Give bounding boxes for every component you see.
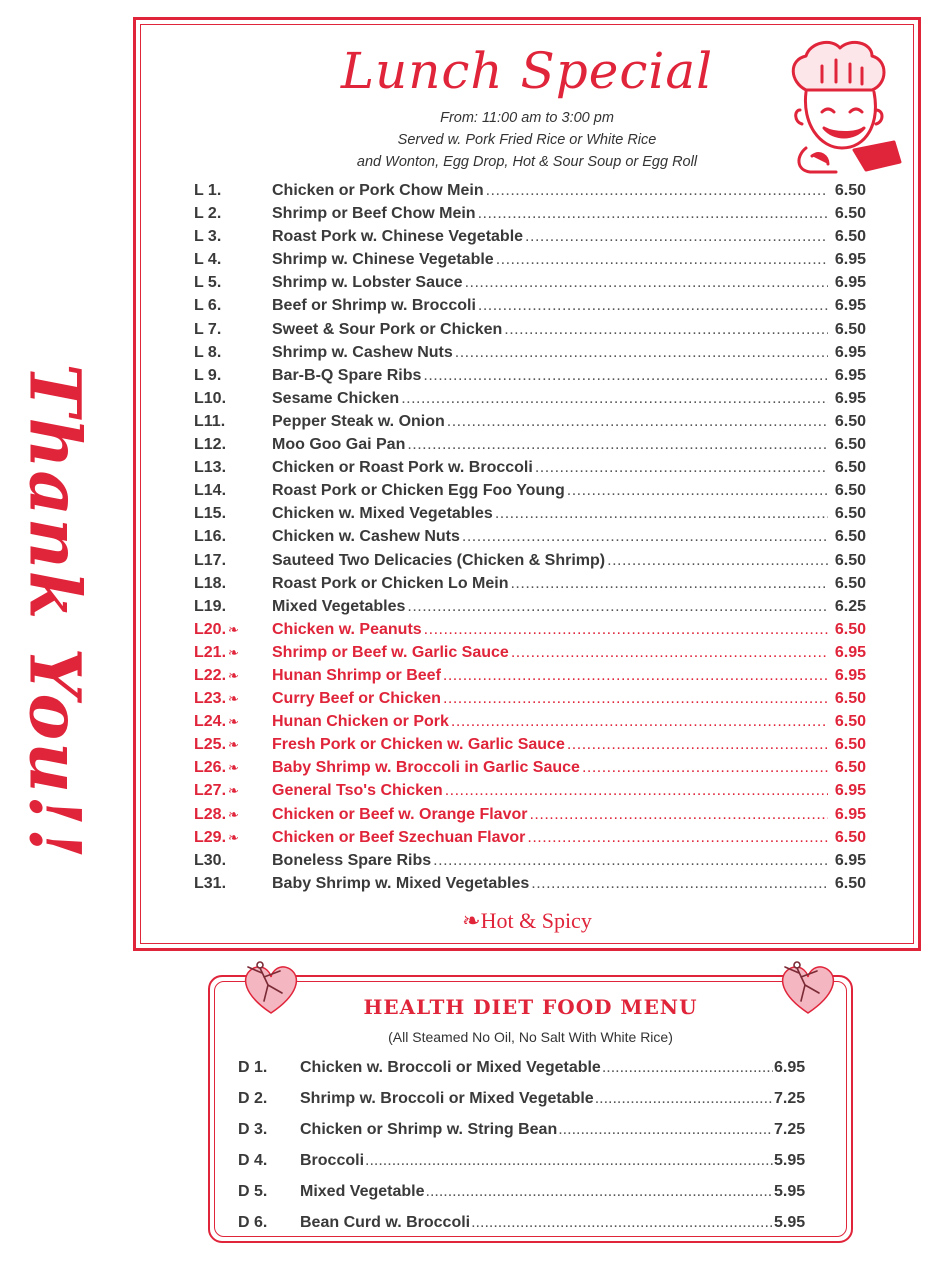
lunch-item-price: 6.50 — [834, 736, 866, 754]
dot-leader — [424, 621, 828, 639]
diet-item-price: 5.95 — [774, 1152, 806, 1169]
lunch-item-price: 6.95 — [834, 297, 866, 315]
diet-item-name: Bean Curd w. Broccoli — [300, 1214, 471, 1231]
lunch-item-price: 6.50 — [834, 228, 866, 246]
lunch-item-name: Chicken or Beef w. Orange Flavor — [272, 805, 528, 823]
lunch-item-name: Pepper Steak w. Onion — [272, 412, 445, 430]
lunch-item-code — [194, 459, 272, 477]
lunch-item-price: 6.95 — [834, 389, 866, 407]
lunch-item-code — [194, 713, 272, 731]
lunch-item-code-text: L 9. — [194, 366, 222, 384]
lunch-item-code-text: L31. — [194, 874, 227, 892]
diet-item-name: Broccoli — [300, 1152, 365, 1169]
chili-pepper-icon: ❧ — [228, 737, 239, 753]
dot-leader — [529, 806, 828, 824]
lunch-item-code — [194, 782, 272, 800]
lunch-item-name: Beef or Shrimp w. Broccoli — [272, 297, 476, 315]
lunch-item-name: Roast Pork or Chicken Lo Mein — [272, 574, 509, 592]
dot-leader — [465, 274, 828, 292]
lunch-item-price: 6.50 — [834, 828, 866, 846]
lunch-item-price: 6.95 — [834, 782, 866, 800]
lunch-item-code-text: L15. — [194, 505, 227, 523]
lunch-menu-item — [194, 806, 866, 829]
lunch-menu-item — [194, 829, 866, 852]
lunch-rice-note: Served w. Pork Fried Rice or White Rice — [397, 132, 657, 148]
lunch-item-name: Chicken w. Peanuts — [272, 620, 422, 638]
lunch-item-code-text: L17. — [194, 551, 227, 569]
dot-leader — [445, 782, 828, 800]
lunch-item-name: Chicken or Roast Pork w. Broccoli — [272, 459, 533, 477]
lunch-menu-item — [194, 736, 866, 759]
dot-leader — [567, 482, 828, 500]
dot-leader — [462, 528, 828, 546]
lunch-item-name: Chicken w. Cashew Nuts — [272, 528, 460, 546]
dot-leader — [471, 1214, 773, 1232]
lunch-item-price: 6.95 — [834, 366, 866, 384]
lunch-item-code-text: L26. — [194, 759, 227, 777]
lunch-item-name: Roast Pork w. Chinese Vegetable — [272, 228, 524, 246]
lunch-item-code — [194, 829, 272, 847]
lunch-menu-item — [194, 321, 866, 344]
lunch-item-code — [194, 644, 272, 662]
lunch-item-code-text: L20. — [194, 620, 227, 638]
dot-leader — [504, 321, 828, 339]
lunch-item-code — [194, 390, 272, 408]
lunch-item-name: Chicken w. Mixed Vegetables — [272, 505, 493, 523]
lunch-item-code — [194, 575, 272, 593]
lunch-item-code-text: L 8. — [194, 343, 222, 361]
lunch-item-price: 6.50 — [834, 320, 866, 338]
lunch-item-name: Mixed Vegetables — [272, 597, 406, 615]
lunch-item-code-text: L25. — [194, 736, 227, 754]
lunch-menu-item — [194, 205, 866, 228]
lunch-item-code — [194, 228, 272, 246]
lunch-item-code-text: L29. — [194, 828, 227, 846]
lunch-soup-note: and Wonton, Egg Drop, Hot & Sour Soup or Egg Roll — [356, 154, 698, 170]
lunch-item-name: Boneless Spare Ribs — [272, 851, 432, 869]
lunch-item-price: 6.50 — [834, 436, 866, 454]
lunch-item-name: Chicken or Beef Szechuan Flavor — [272, 828, 526, 846]
lunch-item-price: 6.50 — [834, 482, 866, 500]
diet-menu-item — [238, 1183, 810, 1214]
thank-you-side-text — [10, 363, 100, 861]
lunch-menu-item — [194, 759, 866, 782]
lunch-item-code-text: L30. — [194, 851, 227, 869]
lunch-menu-item — [194, 690, 866, 713]
lunch-item-code-text: L22. — [194, 666, 227, 684]
lunch-item-name: Roast Pork or Chicken Egg Foo Young — [272, 482, 565, 500]
lunch-item-name: Chicken or Pork Chow Mein — [272, 182, 484, 199]
lunch-item-code-text: L27. — [194, 782, 227, 800]
lunch-menu-item — [194, 782, 866, 805]
lunch-menu-item — [194, 459, 866, 482]
dot-leader — [527, 829, 828, 847]
lunch-item-code-text: L14. — [194, 482, 227, 500]
lunch-item-code — [194, 667, 272, 685]
lunch-menu-item — [194, 297, 866, 320]
lunch-item-code-text: L23. — [194, 690, 227, 708]
lunch-special-section — [133, 17, 921, 951]
lunch-item-code — [194, 413, 272, 431]
diet-item-code: D 1. — [238, 1059, 268, 1076]
lunch-item-code — [194, 528, 272, 546]
lunch-item-name: Baby Shrimp w. Mixed Vegetables — [272, 874, 530, 892]
dot-leader — [423, 367, 828, 385]
lunch-item-code-text: L13. — [194, 459, 227, 477]
lunch-item-name: Sweet & Sour Pork or Chicken — [272, 320, 503, 338]
dot-leader — [511, 644, 828, 662]
lunch-item-code-text: L 6. — [194, 297, 222, 315]
health-diet-section — [208, 975, 853, 1243]
lunch-item-code — [194, 505, 272, 523]
lunch-item-price: 6.50 — [834, 551, 866, 569]
lunch-item-price: 6.50 — [834, 412, 866, 430]
lunch-item-name: Bar-B-Q Spare Ribs — [272, 366, 422, 384]
dot-leader — [447, 413, 828, 431]
lunch-menu-item — [194, 344, 866, 367]
lunch-item-code-text: L 7. — [194, 320, 222, 338]
dot-leader — [535, 459, 828, 477]
lunch-item-code — [194, 436, 272, 454]
hot-spicy-label: Hot & Spicy — [480, 908, 592, 933]
diet-menu-item — [238, 1121, 810, 1152]
lunch-menu-item — [194, 390, 866, 413]
lunch-item-price: 6.50 — [834, 874, 866, 892]
lunch-item-price: 6.50 — [834, 205, 866, 223]
lunch-item-code — [194, 297, 272, 315]
diet-item-price: 7.25 — [774, 1121, 806, 1138]
diet-item-code: D 6. — [238, 1214, 268, 1231]
lunch-menu-item — [194, 251, 866, 274]
lunch-item-price: 6.95 — [834, 343, 866, 361]
diet-item-name: Mixed Vegetable — [300, 1183, 425, 1200]
dot-leader — [495, 505, 828, 523]
lunch-item-code — [194, 251, 272, 269]
hot-spicy-legend — [136, 908, 918, 934]
diet-menu-item — [238, 1090, 810, 1121]
dot-leader — [595, 1090, 773, 1108]
lunch-menu-item — [194, 644, 866, 667]
dot-leader — [451, 713, 828, 731]
lunch-menu-item — [194, 367, 866, 390]
diet-item-name: Chicken w. Broccoli or Mixed Vegetable — [300, 1059, 601, 1076]
diet-item-price: 5.95 — [774, 1214, 806, 1231]
lunch-item-price: 6.95 — [834, 805, 866, 823]
health-diet-title: HEALTH DIET FOOD MENU — [363, 995, 698, 1019]
lunch-item-price: 6.50 — [834, 182, 866, 199]
lunch-item-name: Fresh Pork or Chicken w. Garlic Sauce — [272, 736, 565, 754]
health-diet-menu-list — [238, 1059, 810, 1245]
lunch-menu-list — [194, 182, 866, 898]
lunch-item-name: Baby Shrimp w. Broccoli in Garlic Sauce — [272, 759, 580, 777]
lunch-menu-item — [194, 436, 866, 459]
lunch-item-name: Shrimp or Beef Chow Mein — [272, 205, 476, 223]
lunch-item-price: 6.50 — [834, 505, 866, 523]
chili-pepper-icon: ❧ — [228, 783, 239, 799]
lunch-item-code-text: L18. — [194, 574, 227, 592]
chili-pepper-icon: ❧ — [462, 908, 481, 933]
dot-leader — [478, 205, 828, 223]
lunch-menu-item — [194, 713, 866, 736]
dot-leader — [607, 552, 828, 570]
dot-leader — [531, 875, 828, 893]
dot-leader — [443, 667, 828, 685]
diet-item-name: Shrimp w. Broccoli or Mixed Vegetable — [300, 1090, 594, 1107]
dot-leader — [602, 1059, 773, 1077]
lunch-menu-item — [194, 575, 866, 598]
lunch-item-code — [194, 205, 272, 223]
lunch-item-code-text: L 5. — [194, 274, 222, 292]
lunch-item-code-text: L 4. — [194, 251, 222, 269]
lunch-item-code-text: L 2. — [194, 205, 222, 223]
diet-item-code: D 5. — [238, 1183, 268, 1200]
lunch-menu-item — [194, 182, 866, 205]
lunch-menu-item — [194, 875, 866, 898]
chili-pepper-icon: ❧ — [228, 760, 239, 776]
diet-item-name: Chicken or Shrimp w. String Bean — [300, 1121, 558, 1138]
lunch-item-name: Hunan Chicken or Pork — [272, 713, 449, 731]
lunch-item-price: 6.25 — [834, 597, 866, 615]
diet-item-code: D 4. — [238, 1152, 268, 1169]
lunch-item-price: 6.50 — [834, 574, 866, 592]
lunch-item-code — [194, 759, 272, 777]
lunch-special-title: Lunch Special — [340, 42, 714, 100]
lunch-item-code — [194, 182, 272, 200]
lunch-item-code — [194, 852, 272, 870]
lunch-item-code — [194, 690, 272, 708]
lunch-item-price: 6.50 — [834, 459, 866, 477]
lunch-item-code-text: L24. — [194, 713, 227, 731]
lunch-item-code — [194, 736, 272, 754]
diet-menu-item — [238, 1152, 810, 1183]
lunch-item-code — [194, 806, 272, 824]
dot-leader — [558, 1121, 773, 1139]
lunch-item-code-text: L16. — [194, 528, 227, 546]
lunch-item-code-text: L 1. — [194, 182, 222, 199]
lunch-item-code-text: L 3. — [194, 228, 222, 246]
lunch-hours: From: 11:00 am to 3:00 pm — [440, 110, 614, 126]
dot-leader — [365, 1152, 773, 1170]
lunch-item-code — [194, 875, 272, 893]
lunch-item-code — [194, 598, 272, 616]
lunch-menu-item — [194, 228, 866, 251]
lunch-item-code-text: L10. — [194, 389, 227, 407]
lunch-item-code — [194, 274, 272, 292]
dot-leader — [407, 436, 828, 454]
lunch-item-price: 6.50 — [834, 690, 866, 708]
lunch-item-name: Moo Goo Gai Pan — [272, 436, 406, 454]
lunch-menu-item — [194, 482, 866, 505]
lunch-item-price: 6.50 — [834, 759, 866, 777]
chili-pepper-icon: ❧ — [228, 806, 239, 822]
chili-pepper-icon: ❧ — [228, 644, 239, 660]
lunch-item-code — [194, 552, 272, 570]
lunch-item-price: 6.50 — [834, 713, 866, 731]
lunch-menu-item — [194, 413, 866, 436]
dot-leader — [407, 598, 828, 616]
lunch-item-code-text: L19. — [194, 597, 227, 615]
lunch-menu-item — [194, 598, 866, 621]
lunch-item-price: 6.95 — [834, 643, 866, 661]
lunch-item-name: Shrimp w. Chinese Vegetable — [272, 251, 494, 269]
diet-item-price: 6.95 — [774, 1059, 806, 1076]
dot-leader — [510, 575, 828, 593]
lunch-item-name: Sauteed Two Delicacies (Chicken & Shrimp) — [272, 551, 606, 569]
lunch-item-code — [194, 321, 272, 339]
lunch-item-name: Shrimp w. Cashew Nuts — [272, 343, 453, 361]
dot-leader — [443, 690, 828, 708]
diet-item-price: 7.25 — [774, 1090, 806, 1107]
lunch-item-name: Shrimp w. Lobster Sauce — [272, 274, 463, 292]
lunch-item-price: 6.95 — [834, 666, 866, 684]
health-diet-subtitle: (All Steamed No Oil, No Salt With White Rice) — [388, 1029, 673, 1045]
lunch-item-code-text: L21. — [194, 643, 227, 661]
diet-item-code: D 2. — [238, 1090, 268, 1107]
lunch-item-code — [194, 367, 272, 385]
lunch-item-name: Shrimp or Beef w. Garlic Sauce — [272, 643, 509, 661]
dot-leader — [567, 736, 828, 754]
lunch-menu-item — [194, 852, 866, 875]
lunch-item-code — [194, 344, 272, 362]
dot-leader — [455, 344, 828, 362]
dot-leader — [426, 1183, 774, 1201]
chili-pepper-icon: ❧ — [228, 714, 239, 730]
lunch-menu-item — [194, 552, 866, 575]
diet-menu-item — [238, 1214, 810, 1245]
dot-leader — [496, 251, 828, 269]
lunch-menu-item — [194, 274, 866, 297]
chili-pepper-icon: ❧ — [228, 691, 239, 707]
lunch-item-name: General Tso's Chicken — [272, 782, 443, 800]
lunch-item-price: 6.50 — [834, 528, 866, 546]
lunch-item-code — [194, 621, 272, 639]
lunch-item-name: Hunan Shrimp or Beef — [272, 666, 441, 684]
lunch-item-code-text: L28. — [194, 805, 227, 823]
lunch-menu-item — [194, 621, 866, 644]
chili-pepper-icon: ❧ — [228, 667, 239, 683]
lunch-item-name: Curry Beef or Chicken — [272, 690, 441, 708]
dot-leader — [582, 759, 828, 777]
dot-leader — [478, 297, 828, 315]
lunch-item-code-text: L12. — [194, 436, 227, 454]
chili-pepper-icon: ❧ — [228, 621, 239, 637]
lunch-item-code — [194, 482, 272, 500]
dot-leader — [401, 390, 828, 408]
lunch-menu-item — [194, 528, 866, 551]
diet-menu-item — [238, 1059, 810, 1090]
dot-leader — [525, 228, 828, 246]
chili-pepper-icon: ❧ — [228, 829, 239, 845]
thank-you-text: Thank You!! — [13, 363, 97, 861]
dot-leader — [433, 852, 828, 870]
lunch-item-name: Sesame Chicken — [272, 389, 400, 407]
diet-item-code: D 3. — [238, 1121, 268, 1138]
lunch-item-price: 6.50 — [834, 620, 866, 638]
diet-item-price: 5.95 — [774, 1183, 806, 1200]
lunch-item-code-text: L11. — [194, 412, 226, 430]
lunch-item-price: 6.95 — [834, 274, 866, 292]
lunch-item-price: 6.95 — [834, 251, 866, 269]
lunch-menu-item — [194, 667, 866, 690]
dot-leader — [486, 182, 828, 200]
lunch-menu-item — [194, 505, 866, 528]
lunch-item-price: 6.95 — [834, 851, 866, 869]
